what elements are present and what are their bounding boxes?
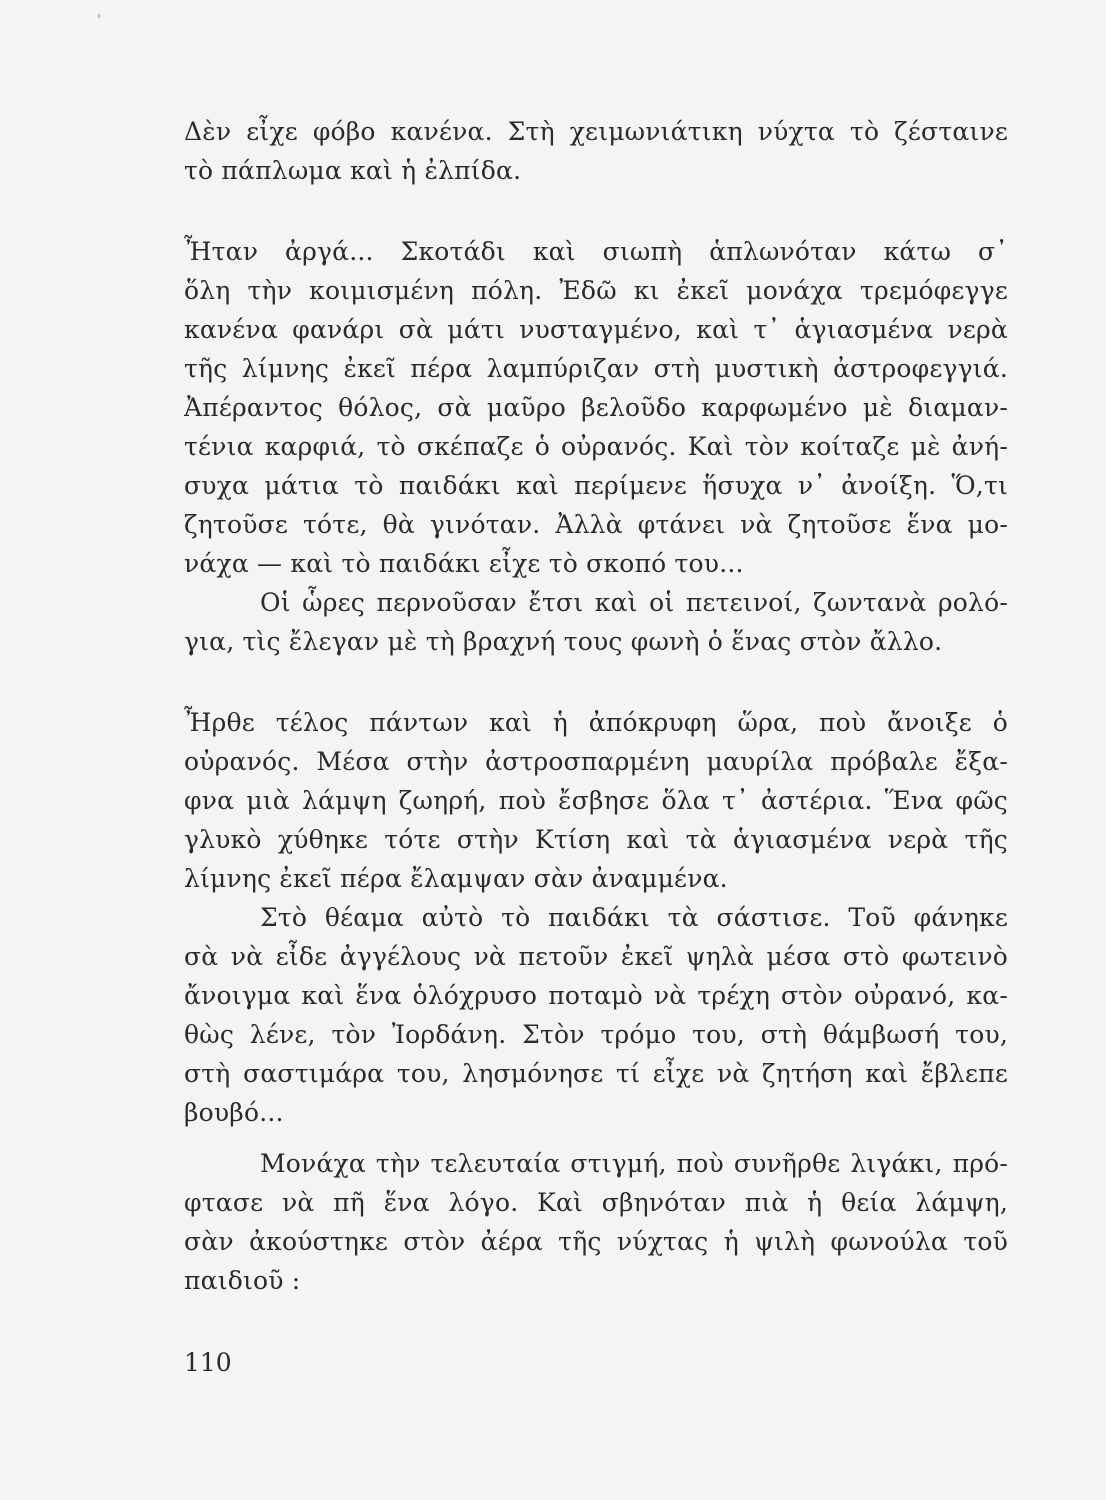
paragraph-gap xyxy=(184,190,1008,232)
paragraph-1 xyxy=(184,112,1008,190)
text-line: θὼς λένε, τὸν Ἰορδάνη. Στὸν τρόμο του, στὴ θάμβωσή του, xyxy=(184,1020,1008,1049)
text-line: Στὸ θέαμα αὐτὸ τὸ παιδάκι τὰ σάστισε. Τοῦ φάνηκε xyxy=(260,903,1008,932)
text-line: γλυκὸ χύθηκε τότε στὴν Κτίση καὶ τὰ ἁγιασμένα νερὰ τῆς xyxy=(184,825,1008,854)
text-line: συχα μάτια τὸ παιδάκι καὶ περίμενε ἥσυχα ν᾽ ἀνοίξη. Ὅ,τι xyxy=(184,471,1008,500)
text-line: τένια καρφιά, τὸ σκέπαζε ὁ οὐρανός. Καὶ τὸν κοίταζε μὲ ἀνή- xyxy=(184,432,1008,461)
paragraph-6 xyxy=(184,1144,1008,1300)
text-line: στὴ σαστιμάρα του, λησμόνησε τί εἶχε νὰ ζητήση καὶ ἔβλεπε xyxy=(184,1059,1008,1088)
text-line: βουβό... xyxy=(184,1098,284,1127)
text-line: φτασε νὰ πῆ ἕνα λόγο. Καὶ σβηνόταν πιὰ ἡ θεία λάμψη, xyxy=(184,1188,1008,1217)
text-line: ὅλη τὴν κοιμισμένη πόλη. Ἐδῶ κι ἐκεῖ μονάχα τρεμόφεγγε xyxy=(184,276,1008,305)
text-line: Ἀπέραντος θόλος, σὰ μαῦρο βελοῦδο καρφωμένο μὲ διαμαν- xyxy=(184,393,1008,422)
text-line: τῆς λίμνης ἐκεῖ πέρα λαμπύριζαν στὴ μυστικὴ ἀστροφεγγιά. xyxy=(184,354,1008,383)
paragraph-3 xyxy=(184,583,1008,661)
text-line: παιδιοῦ : xyxy=(184,1266,301,1295)
body-text xyxy=(184,112,1008,1300)
paper-speck xyxy=(98,14,100,18)
text-line: ζητοῦσε τότε, θὰ γινόταν. Ἀλλὰ φτάνει νὰ ζητοῦσε ἕνα μο- xyxy=(184,510,1008,539)
text-line: Δὲν εἶχε φόβο κανένα. Στὴ χειμωνιάτικη νύχτα τὸ ζέσταινε xyxy=(184,117,1008,146)
text-line: νάχα — καὶ τὸ παιδάκι εἶχε τὸ σκοπό του... xyxy=(184,549,744,578)
paragraph-5 xyxy=(184,898,1008,1132)
text-line: Ἦρθε τέλος πάντων καὶ ἡ ἀπόκρυφη ὥρα, ποὺ ἄνοιξε ὁ xyxy=(184,708,1008,737)
text-line: Μονάχα τὴν τελευταία στιγμή, ποὺ συνῆρθε λιγάκι, πρό- xyxy=(260,1149,1008,1178)
paragraph-2 xyxy=(184,232,1008,583)
paragraph-gap xyxy=(184,661,1008,703)
page-number: 110 xyxy=(184,1348,232,1377)
text-line: κανένα φανάρι σὰ μάτι νυσταγμένο, καὶ τ᾽ ἁγιασμένα νερὰ xyxy=(184,315,1008,344)
text-line: λίμνης ἐκεῖ πέρα ἔλαμψαν σὰν ἀναμμένα. xyxy=(184,864,728,893)
text-line: σὰ νὰ εἶδε ἀγγέλους νὰ πετοῦν ἐκεῖ ψηλὰ μέσα στὸ φωτεινὸ xyxy=(184,942,1008,971)
text-line: τὸ πάπλωμα καὶ ἡ ἐλπίδα. xyxy=(184,156,522,185)
text-line: σὰν ἀκούστηκε στὸν ἀέρα τῆς νύχτας ἡ ψιλὴ φωνούλα τοῦ xyxy=(184,1227,1008,1256)
text-line: Ἦταν ἀργά... Σκοτάδι καὶ σιωπὴ ἁπλωνόταν κάτω σ᾽ xyxy=(184,237,1008,266)
paragraph-4 xyxy=(184,703,1008,898)
text-line: για, τὶς ἔλεγαν μὲ τὴ βραχνή τους φωνὴ ὁ ἕνας στὸν ἄλλο. xyxy=(184,627,943,656)
text-line: φνα μιὰ λάμψη ζωηρή, ποὺ ἔσβησε ὅλα τ᾽ ἀστέρια. Ἕνα φῶς xyxy=(184,786,1008,815)
text-line: Οἱ ὧρες περνοῦσαν ἔτσι καὶ οἱ πετεινοί, ζωντανὰ ρολό- xyxy=(260,588,1008,617)
text-line: ἄνοιγμα καὶ ἕνα ὁλόχρυσο ποταμὸ νὰ τρέχη στὸν οὐρανό, κα- xyxy=(184,981,1008,1010)
text-line: οὐρανός. Μέσα στὴν ἀστροσπαρμένη μαυρίλα πρόβαλε ἔξα- xyxy=(184,747,1008,776)
